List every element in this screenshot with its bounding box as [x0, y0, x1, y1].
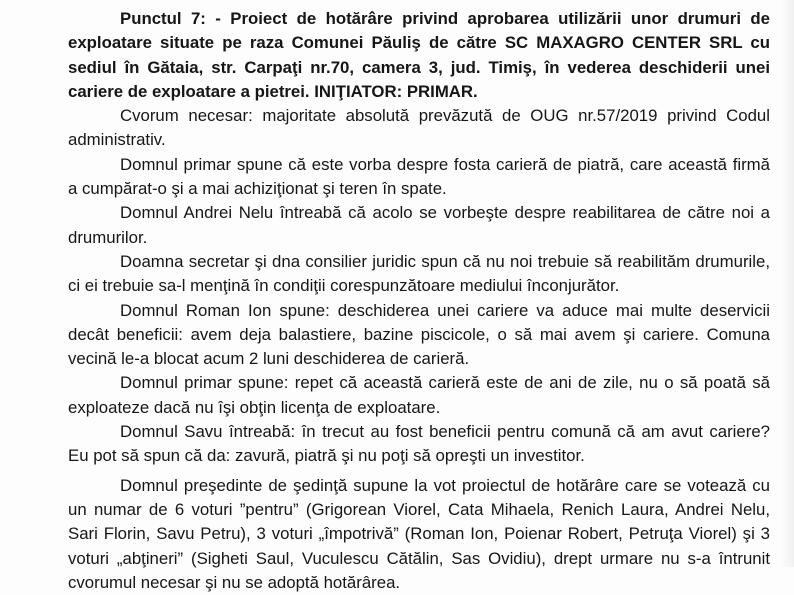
paragraph-vote-result: Domnul preşedinte de şedinţă supune la vot proiectul de hotărâre care se votează cu un numar de 6 voturi ”pentru” (Grigorean Viorel, Cata Mihaela, Renich Laura, Andrei Nelu, Sari Florin, Savu Petru), 3 voturi „împotrivă” (Roman Ion, Poienar Robert, Petruţa Viorel) şi 3 voturi „abţineri” (Sigheti Saul, Vuculescu Cătălin, Sas Ovidiu), drept urmare nu s-a întrunit cvorumul necesar şi nu se adoptă hotărârea. — [68, 475, 770, 592]
paragraph-roman-statement: Domnul Roman Ion spune: deschiderea unei cariere va aduce mai multe deservicii decât beneficii: avem deja balastiere, bazine piscicole, o să mai avem şi cariere. Comuna vecină le-a blocat acum 2 luni deschiderea de carieră. — [68, 300, 770, 369]
paragraph-mayor-statement: Domnul primar spune că este vorba despre fosta carieră de piatră, care această firmă a cumpărat-o şi a mai achiziţionat şi teren în spate. — [68, 154, 770, 199]
agenda-item-title: Punctul 7: - Proiect de hotărâre privind aprobarea utilizării unor drumuri de exploatare situate pe raza Comunei Păuliş de către SC MAXAGRO CENTER SRL cu sediul în Gătaia, str. Carpaţi nr.70, camera 3, jud. Timiş, în vederea deschiderii unei cariere de exploatare a pietrei. INIŢIATOR: PRIMAR. — [68, 9, 770, 101]
paragraph-savu-question: Domnul Savu întreabă: în trecut au fost beneficii pentru comună că am avut cariere? Eu pot să spun că da: zavură, piatră şi nu poţi să opreşti un investitor. — [68, 422, 770, 466]
paragraph-quorum: Cvorum necesar: majoritate absolută prevăzută de OUG nr.57/2019 privind Codul administrativ. — [68, 106, 770, 150]
paragraph-secretary-reply: Doamna secretar şi dna consilier juridic spun că nu noi trebuie să reabilităm drumurile, ci ei trebuie sa-l menţină în condiţii corespunzătoare mediului înconjurător. — [68, 251, 770, 296]
document-page — [68, 7, 770, 595]
page-edge-shadow — [780, 0, 794, 567]
paragraph-andrei-question: Domnul Andrei Nelu întreabă că acolo se vorbeşte despre reabilitarea de către noi a drumurilor. — [68, 203, 770, 247]
paragraph-mayor-reply: Domnul primar spune: repet că această carieră este de ani de zile, nu o să poată să exploateze dacă nu îşi obţin licenţa de exploatare. — [68, 373, 770, 417]
